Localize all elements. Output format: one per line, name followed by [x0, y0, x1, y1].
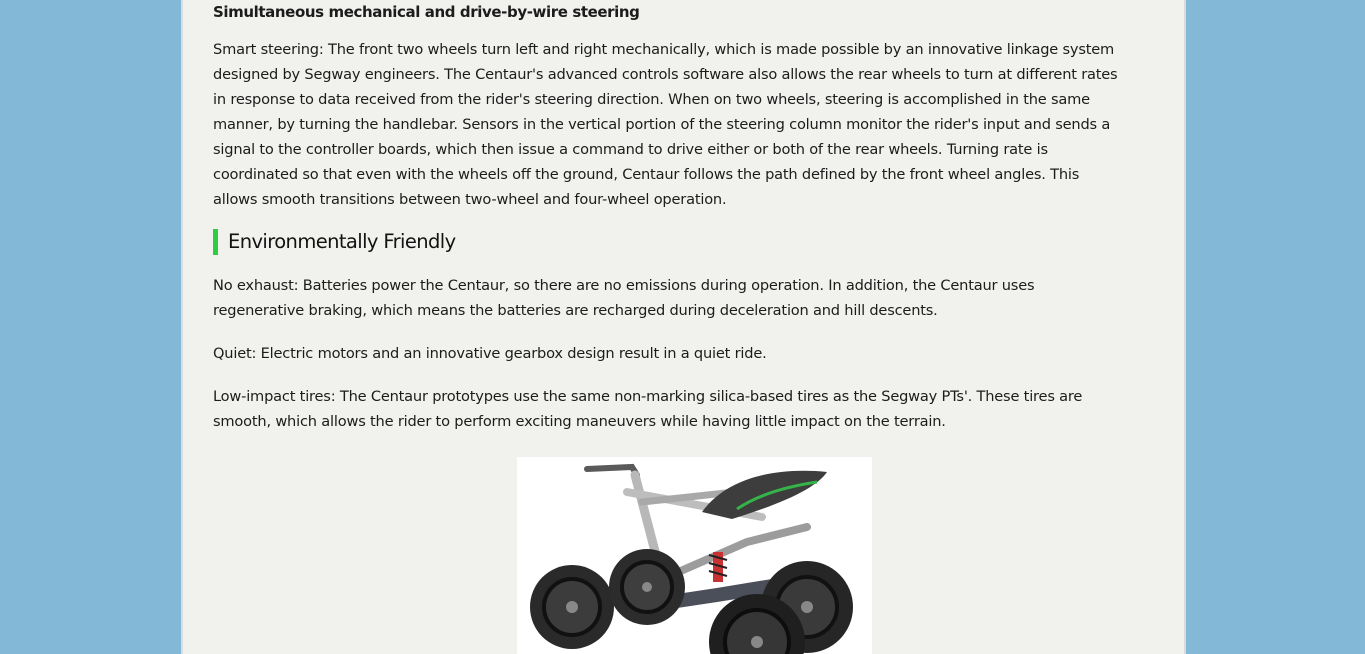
- exhaust-paragraph: No exhaust: Batteries power the Centaur, so there are no emissions during operation. In addition, the Centaur uses regenerative braking, which means the batteries are recharged during deceleration and hill descents.: [213, 277, 1035, 319]
- centaur-vehicle-image: [517, 457, 872, 654]
- content-panel: [181, 0, 1186, 654]
- steering-subheading: Simultaneous mechanical and drive-by-wire steering: [213, 3, 640, 21]
- wheel-front-left: [530, 565, 614, 649]
- environment-heading: Environmentally Friendly: [213, 229, 456, 255]
- steering-paragraph: Smart steering: The front two wheels turn left and right mechanically, which is made possible by an innovative linkage system designed by Segway engineers. The Centaur's advanced controls software also allows the rear wheels to turn at different rates in response to data received from the rider's steering direction. When on two wheels, steering is accomplished in the same manner, by turning the handlebar. Sensors in the vertical portion of the steering column monitor the rider's input and sends a signal to the controller boards, which then issue a command to drive either or both of the rear wheels. Turning rate is coordinated so that even with the wheels off the ground, Centaur follows the path defined by the front wheel angles. This allows smooth transitions between two-wheel and four-wheel operation.: [213, 41, 1118, 208]
- tires-paragraph: Low-impact tires: The Centaur prototypes use the same non-marking silica-based tires as the Segway PTs'. These tires are smooth, which allows the rider to perform exciting maneuvers while having little impact on the terrain.: [213, 388, 1083, 430]
- quiet-paragraph: Quiet: Electric motors and an innovative gearbox design result in a quiet ride.: [213, 345, 767, 362]
- wheel-front-right: [609, 549, 685, 625]
- centaur-vehicle-illustration: [517, 457, 872, 654]
